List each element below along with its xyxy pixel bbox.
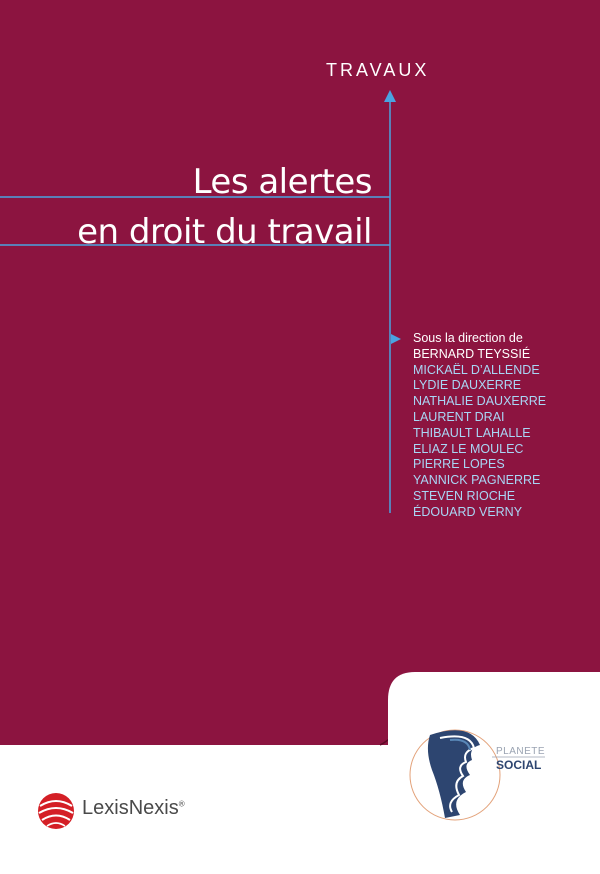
author-name: STEVEN RIOCHE [413, 488, 516, 503]
collection-name-line-2: SOCIAL [496, 758, 542, 772]
author-name: THIBAULT LAHALLE [413, 425, 531, 440]
series-label: TRAVAUX [326, 60, 430, 80]
publisher-wordmark: LexisNexis [82, 797, 179, 819]
author-name: MICKAËL D’ALLENDE [413, 362, 540, 377]
direction-label: Sous la direction de [413, 331, 523, 345]
author-name: ELIAZ LE MOULEC [413, 441, 524, 456]
registered-mark: ® [178, 799, 185, 809]
author-name: ÉDOUARD VERNY [413, 504, 523, 519]
book-title-line-2: en droit du travail [77, 212, 372, 252]
author-name: LYDIE DAUXERRE [413, 378, 522, 393]
author-name: YANNICK PAGNERRE [413, 473, 541, 488]
collection-name-line-1: PLANETE [496, 746, 546, 757]
pointer-triangle-icon [391, 334, 401, 344]
author-name: NATHALIE DAUXERRE [413, 394, 547, 409]
author-name: LAURENT DRAI [413, 409, 505, 424]
book-title-line-1: Les alertes [192, 162, 372, 202]
publisher-name [82, 797, 185, 820]
lexisnexis-logo-icon [38, 793, 74, 829]
main-author: BERNARD TEYSSIÉ [413, 346, 531, 361]
author-name: PIERRE LOPES [413, 457, 505, 472]
collection-panel [388, 672, 600, 745]
author-credits [413, 331, 546, 521]
arrow-up-icon [384, 90, 396, 102]
